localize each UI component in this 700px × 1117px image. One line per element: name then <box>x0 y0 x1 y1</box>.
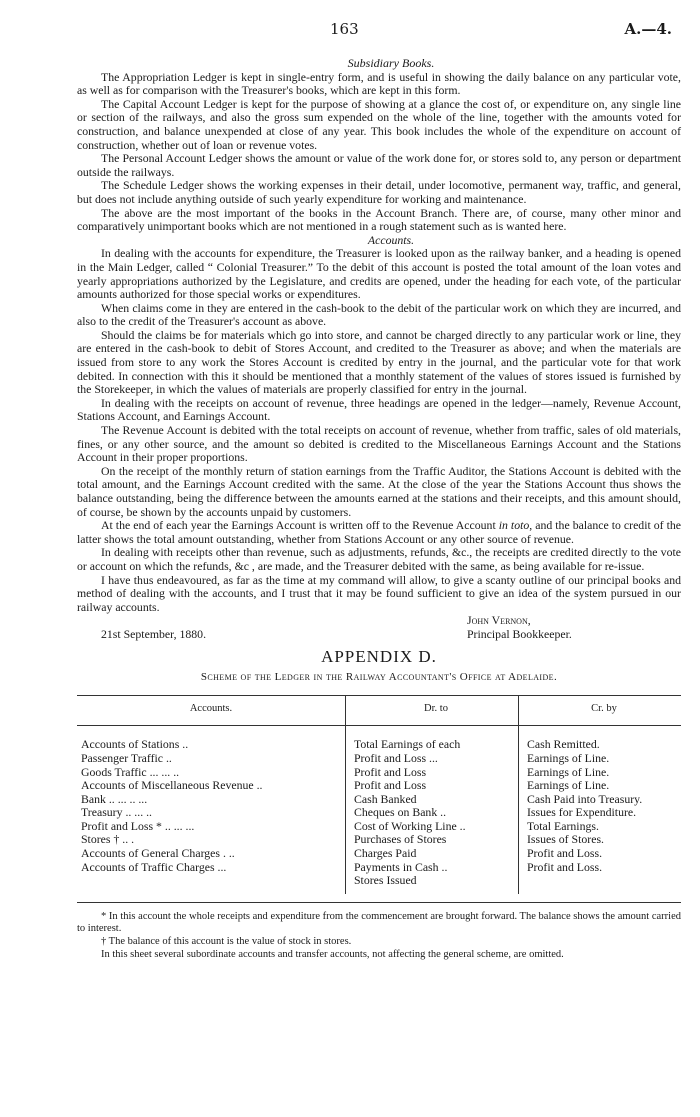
ledger-scheme-table <box>77 695 681 894</box>
accounts-heading: Accounts. <box>367 232 415 247</box>
table-cell: Profit and Loss. <box>527 847 603 861</box>
table-body-row <box>77 726 681 894</box>
table-cell: Issues for Expenditure. <box>527 806 637 820</box>
table-cell: Cost of Working Line .. <box>354 819 466 833</box>
paragraph-in-toto <box>77 519 681 546</box>
signature-name: John Vernon, <box>467 613 531 628</box>
page-header <box>0 20 700 44</box>
table-cell: Earnings of Line. <box>527 765 610 779</box>
signature-date: 21st September, 1880. <box>101 626 207 641</box>
paragraph: The Personal Account Ledger shows the amount or value of the work done for, or stores sold to, any person or department outside the railways. <box>77 151 681 179</box>
footnotes <box>77 902 681 961</box>
table-cell: Profit and Loss <box>354 779 427 793</box>
table-cell: Purchases of Stores <box>354 833 447 847</box>
cr-column <box>519 726 682 894</box>
table-cell: Passenger Traffic .. <box>81 751 172 765</box>
accounts-column <box>77 726 346 894</box>
table-cell: Payments in Cash .. <box>354 860 448 874</box>
paragraph: On the receipt of the monthly return of station earnings from the Traffic Auditor, the Stations Account is debited with the total amount, and the Earnings Account credited with the same. At the close of the year the Stations Account thus shows the balance outstanding, being the difference between the amounts earned at the stations and their receipts, and this amount should, of course, be shown by the accounts unpaid by customers. <box>77 463 681 519</box>
paragraph: In dealing with the receipts on account of revenue, three headings are opened in the ledger—namely, Revenue Account, Stations Account, and Earnings Account. <box>77 395 681 424</box>
table-cell: Cash Paid into Treasury. <box>527 792 643 806</box>
paragraph: I have thus endeavoured, as far as the time at my command will allow, to give a scanty outline of our principal books and method of dealing with the accounts, and I trust that it may be found sufficient to give an idea of the system pursued in our railway accounts. <box>77 572 681 614</box>
table-cell: Accounts of Miscellaneous Revenue .. <box>81 779 263 793</box>
table-cell: Profit and Loss * .. ... ... <box>81 819 195 833</box>
table-cell: Cash Remitted. <box>527 738 600 752</box>
table-cell: Total Earnings of each <box>354 738 461 752</box>
subsidiary-books-heading: Subsidiary Books. <box>347 56 435 70</box>
column-header-dr: Dr. to <box>346 695 519 726</box>
table-cell: Earnings of Line. <box>527 751 610 765</box>
page-number: 163 <box>330 20 359 38</box>
column-header-cr: Cr. by <box>519 695 682 726</box>
column-header-accounts: Accounts. <box>77 695 346 726</box>
paragraph-text: At the end of each year the Earnings Account is written off to the Revenue Account <box>101 518 499 533</box>
table-cell: Stores † .. . <box>81 833 135 847</box>
paragraph: The Appropriation Ledger is kept in single-entry form, and is useful in showing the daily balance on any particular vote, as well as for comparison with the Treasurer's books, which are kept in this form. <box>77 69 681 98</box>
table-cell: Profit and Loss. <box>527 860 603 874</box>
table-cell: Cash Banked <box>354 792 417 806</box>
paragraph: In dealing with the accounts for expenditure, the Treasurer is looked upon as the railway banker, and a heading is opened in the Main Ledger, called “ Colonial Treasurer.” To the debit of this account is posted the total amount of the loan votes and yearly appropriations authorized by the Legislature, and credits are opened, under the heading for each vote, of the particular amounts authorized for those special works or expenditures. <box>77 246 681 302</box>
table-cell: Cheques on Bank .. <box>354 806 447 820</box>
table-cell: Profit and Loss <box>354 765 427 779</box>
table-cell: Accounts of Stations .. <box>81 738 189 752</box>
paragraph: The Schedule Ledger shows the working expenses in their detail, under locomotive, permanent way, traffic, and general, but does not include anything outside of such yearly expenditure for working and maintenance. <box>77 178 681 206</box>
paragraph: The Revenue Account is debited with the total receipts on account of revenue, whether from traffic, sales of old materials, fines, or any other source, and the amount so debited is credited to the Miscellaneous Earnings Account and the Stations Account in their proper proportions. <box>77 423 681 465</box>
table-cell: Accounts of Traffic Charges ... <box>81 860 227 874</box>
paragraph: The above are the most important of the books in the Account Branch. There are, of course, many other minor and comparatively unimportant books which are not mentioned in a rough statement such as is wanted here. <box>77 205 681 234</box>
appendix-scheme-title: Scheme of the Ledger in the Railway Accountant's Office at Adelaide. <box>200 671 558 684</box>
italic-phrase: in toto <box>498 518 530 533</box>
signature-title: Principal Bookkeeper. <box>467 626 572 641</box>
table-cell: Earnings of Line. <box>527 779 610 793</box>
document-body <box>77 57 681 962</box>
paragraph: In dealing with receipts other than revenue, such as adjustments, refunds, &c., the receipts are credited directly to the vote or account on which the refunds, &c , are made, and the Treasurer debited with the same, as being available for re-issue. <box>77 545 681 573</box>
paragraph: The Capital Account Ledger is kept for the purpose of showing at a glance the cost of, or expenditure on, any single line or section of the railways, and also the gross sum expended on the whole of the line, together with the amounts voted for construction, and balance unexpended at close of any year. This book includes the whole of the expenditure on account of construction, whether out of loan or revenue votes. <box>77 96 681 152</box>
paragraph: Should the claims be for materials which go into store, and cannot be charged directly to any particular work or line, they are entered in the cash-book to debit of Stores Account, and credited to the Treasurer as above; and when the materials are issued from store to any work the Stores Account is credited by entry in the journal, and the particular vote for that work debited. In connection with this it should be mentioned that a monthly statement of the values of stores issued is furnished by the Storekeeper, in which the values of materials are properly classified for entry in the journal. <box>77 327 681 397</box>
paragraph: When claims come in they are entered in the cash-book to the debit of the particular work on which they are incurred, and also to the credit of the Treasurer's account as above. <box>77 300 681 329</box>
footnote: * In this account the whole receipts and expenditure from the commencement are brought forward. The balance shows the amount carried to interest. <box>77 910 681 934</box>
table-cell: Charges Paid <box>354 847 417 861</box>
footnote: † The balance of this account is the value of stock in stores. <box>101 935 352 947</box>
appendix-title: APPENDIX D. <box>321 646 437 666</box>
table-cell: Issues of Stores. <box>527 833 605 847</box>
signature-block <box>77 614 681 641</box>
table-cell: Total Earnings. <box>527 819 599 833</box>
table-cell: Bank .. ... .. ... <box>81 792 148 806</box>
paragraph-text: , and the balance to credit of the latter shows the total amount outstanding, whether from Stations Account or any other source of revenue. <box>77 518 682 546</box>
table-cell: Treasury .. ... .. <box>81 806 153 820</box>
table-cell: Stores Issued <box>354 874 417 888</box>
table-cell: Goods Traffic ... ... .. <box>81 765 180 779</box>
document-reference: A.—4. <box>624 20 672 38</box>
table-cell: Profit and Loss ... <box>354 751 438 765</box>
table-cell: Accounts of General Charges . .. <box>81 847 235 861</box>
dr-column <box>346 726 519 894</box>
table-header-row <box>77 695 681 726</box>
footnote: In this sheet several subordinate accounts and transfer accounts, not affecting the general scheme, are omitted. <box>101 948 564 960</box>
